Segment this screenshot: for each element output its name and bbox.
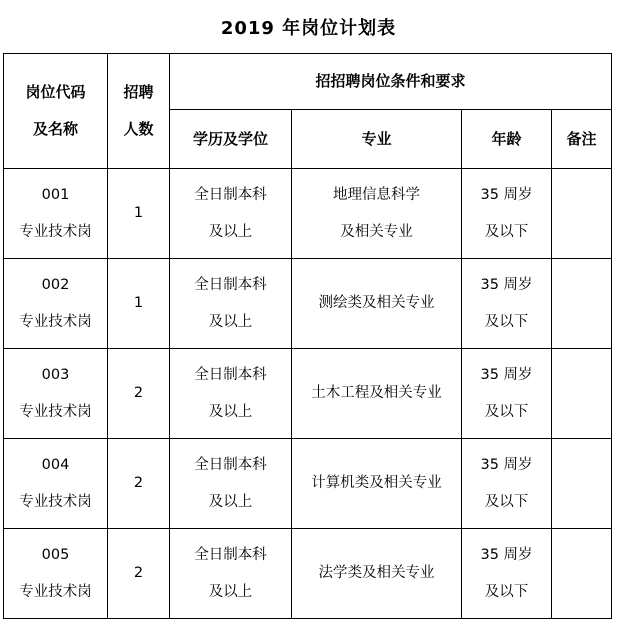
header-major: 专业 xyxy=(292,110,462,169)
header-post-line2: 及名称 xyxy=(32,120,78,138)
table-row xyxy=(4,529,612,619)
education-cell xyxy=(170,259,292,349)
table-row xyxy=(4,439,612,529)
post-code: 001 xyxy=(41,186,70,203)
count-cell: 2 xyxy=(108,349,170,439)
page-title: 2019 年岗位计划表 xyxy=(220,18,397,39)
table-row xyxy=(4,349,612,439)
age-line1: 35 周岁 xyxy=(480,186,533,203)
header-row-top xyxy=(4,54,612,110)
age-line1: 35 周岁 xyxy=(480,546,533,563)
header-post xyxy=(4,54,108,169)
age-line2: 及以下 xyxy=(484,403,529,420)
post-cell xyxy=(4,169,108,259)
age-line1: 35 周岁 xyxy=(480,366,533,383)
education-cell xyxy=(170,349,292,439)
remark-cell xyxy=(552,349,612,439)
major-line1: 地理信息科学 xyxy=(333,186,420,203)
age-cell xyxy=(462,349,552,439)
education-cell xyxy=(170,529,292,619)
count-cell: 1 xyxy=(108,169,170,259)
age-cell xyxy=(462,169,552,259)
major-line2: 及相关专业 xyxy=(340,223,413,240)
remark-cell xyxy=(552,439,612,529)
age-line2: 及以下 xyxy=(484,223,529,240)
post-code: 005 xyxy=(41,546,70,563)
age-cell xyxy=(462,529,552,619)
education-line1: 全日制本科 xyxy=(194,186,267,203)
education-line1: 全日制本科 xyxy=(194,276,267,293)
post-cell xyxy=(4,349,108,439)
education-line2: 及以上 xyxy=(208,313,253,330)
remark-cell xyxy=(552,529,612,619)
post-name: 专业技术岗 xyxy=(19,583,92,600)
education-cell xyxy=(170,439,292,529)
post-code: 002 xyxy=(41,276,70,293)
education-line1: 全日制本科 xyxy=(194,366,267,383)
post-plan-table xyxy=(3,53,612,619)
remark-cell xyxy=(552,259,612,349)
age-cell xyxy=(462,259,552,349)
header-count-line2: 人数 xyxy=(123,120,154,138)
post-code: 004 xyxy=(41,456,70,473)
education-line2: 及以上 xyxy=(208,493,253,510)
age-line2: 及以下 xyxy=(484,493,529,510)
post-cell xyxy=(4,259,108,349)
header-count-line1: 招聘 xyxy=(123,83,154,101)
post-code: 003 xyxy=(41,366,70,383)
education-cell xyxy=(170,169,292,259)
major-cell: 测绘类及相关专业 xyxy=(292,259,462,349)
education-line1: 全日制本科 xyxy=(194,456,267,473)
education-line2: 及以上 xyxy=(208,583,253,600)
header-age: 年龄 xyxy=(462,110,552,169)
post-name: 专业技术岗 xyxy=(19,403,92,420)
count-cell: 1 xyxy=(108,259,170,349)
major-cell: 土木工程及相关专业 xyxy=(292,349,462,439)
header-count xyxy=(108,54,170,169)
post-cell xyxy=(4,439,108,529)
education-line2: 及以上 xyxy=(208,223,253,240)
education-line2: 及以上 xyxy=(208,403,253,420)
age-line2: 及以下 xyxy=(484,583,529,600)
table-row xyxy=(4,259,612,349)
header-remark: 备注 xyxy=(552,110,612,169)
major-cell xyxy=(292,169,462,259)
header-education: 学历及学位 xyxy=(170,110,292,169)
header-conditions: 招招聘岗位条件和要求 xyxy=(170,54,612,110)
post-cell xyxy=(4,529,108,619)
major-cell: 计算机类及相关专业 xyxy=(292,439,462,529)
remark-cell xyxy=(552,169,612,259)
post-name: 专业技术岗 xyxy=(19,223,92,240)
age-line1: 35 周岁 xyxy=(480,276,533,293)
post-name: 专业技术岗 xyxy=(19,493,92,510)
table-row xyxy=(4,169,612,259)
age-line2: 及以下 xyxy=(484,313,529,330)
major-cell: 法学类及相关专业 xyxy=(292,529,462,619)
count-cell: 2 xyxy=(108,529,170,619)
post-name: 专业技术岗 xyxy=(19,313,92,330)
education-line1: 全日制本科 xyxy=(194,546,267,563)
age-cell xyxy=(462,439,552,529)
count-cell: 2 xyxy=(108,439,170,529)
age-line1: 35 周岁 xyxy=(480,456,533,473)
header-post-line1: 岗位代码 xyxy=(25,83,86,101)
